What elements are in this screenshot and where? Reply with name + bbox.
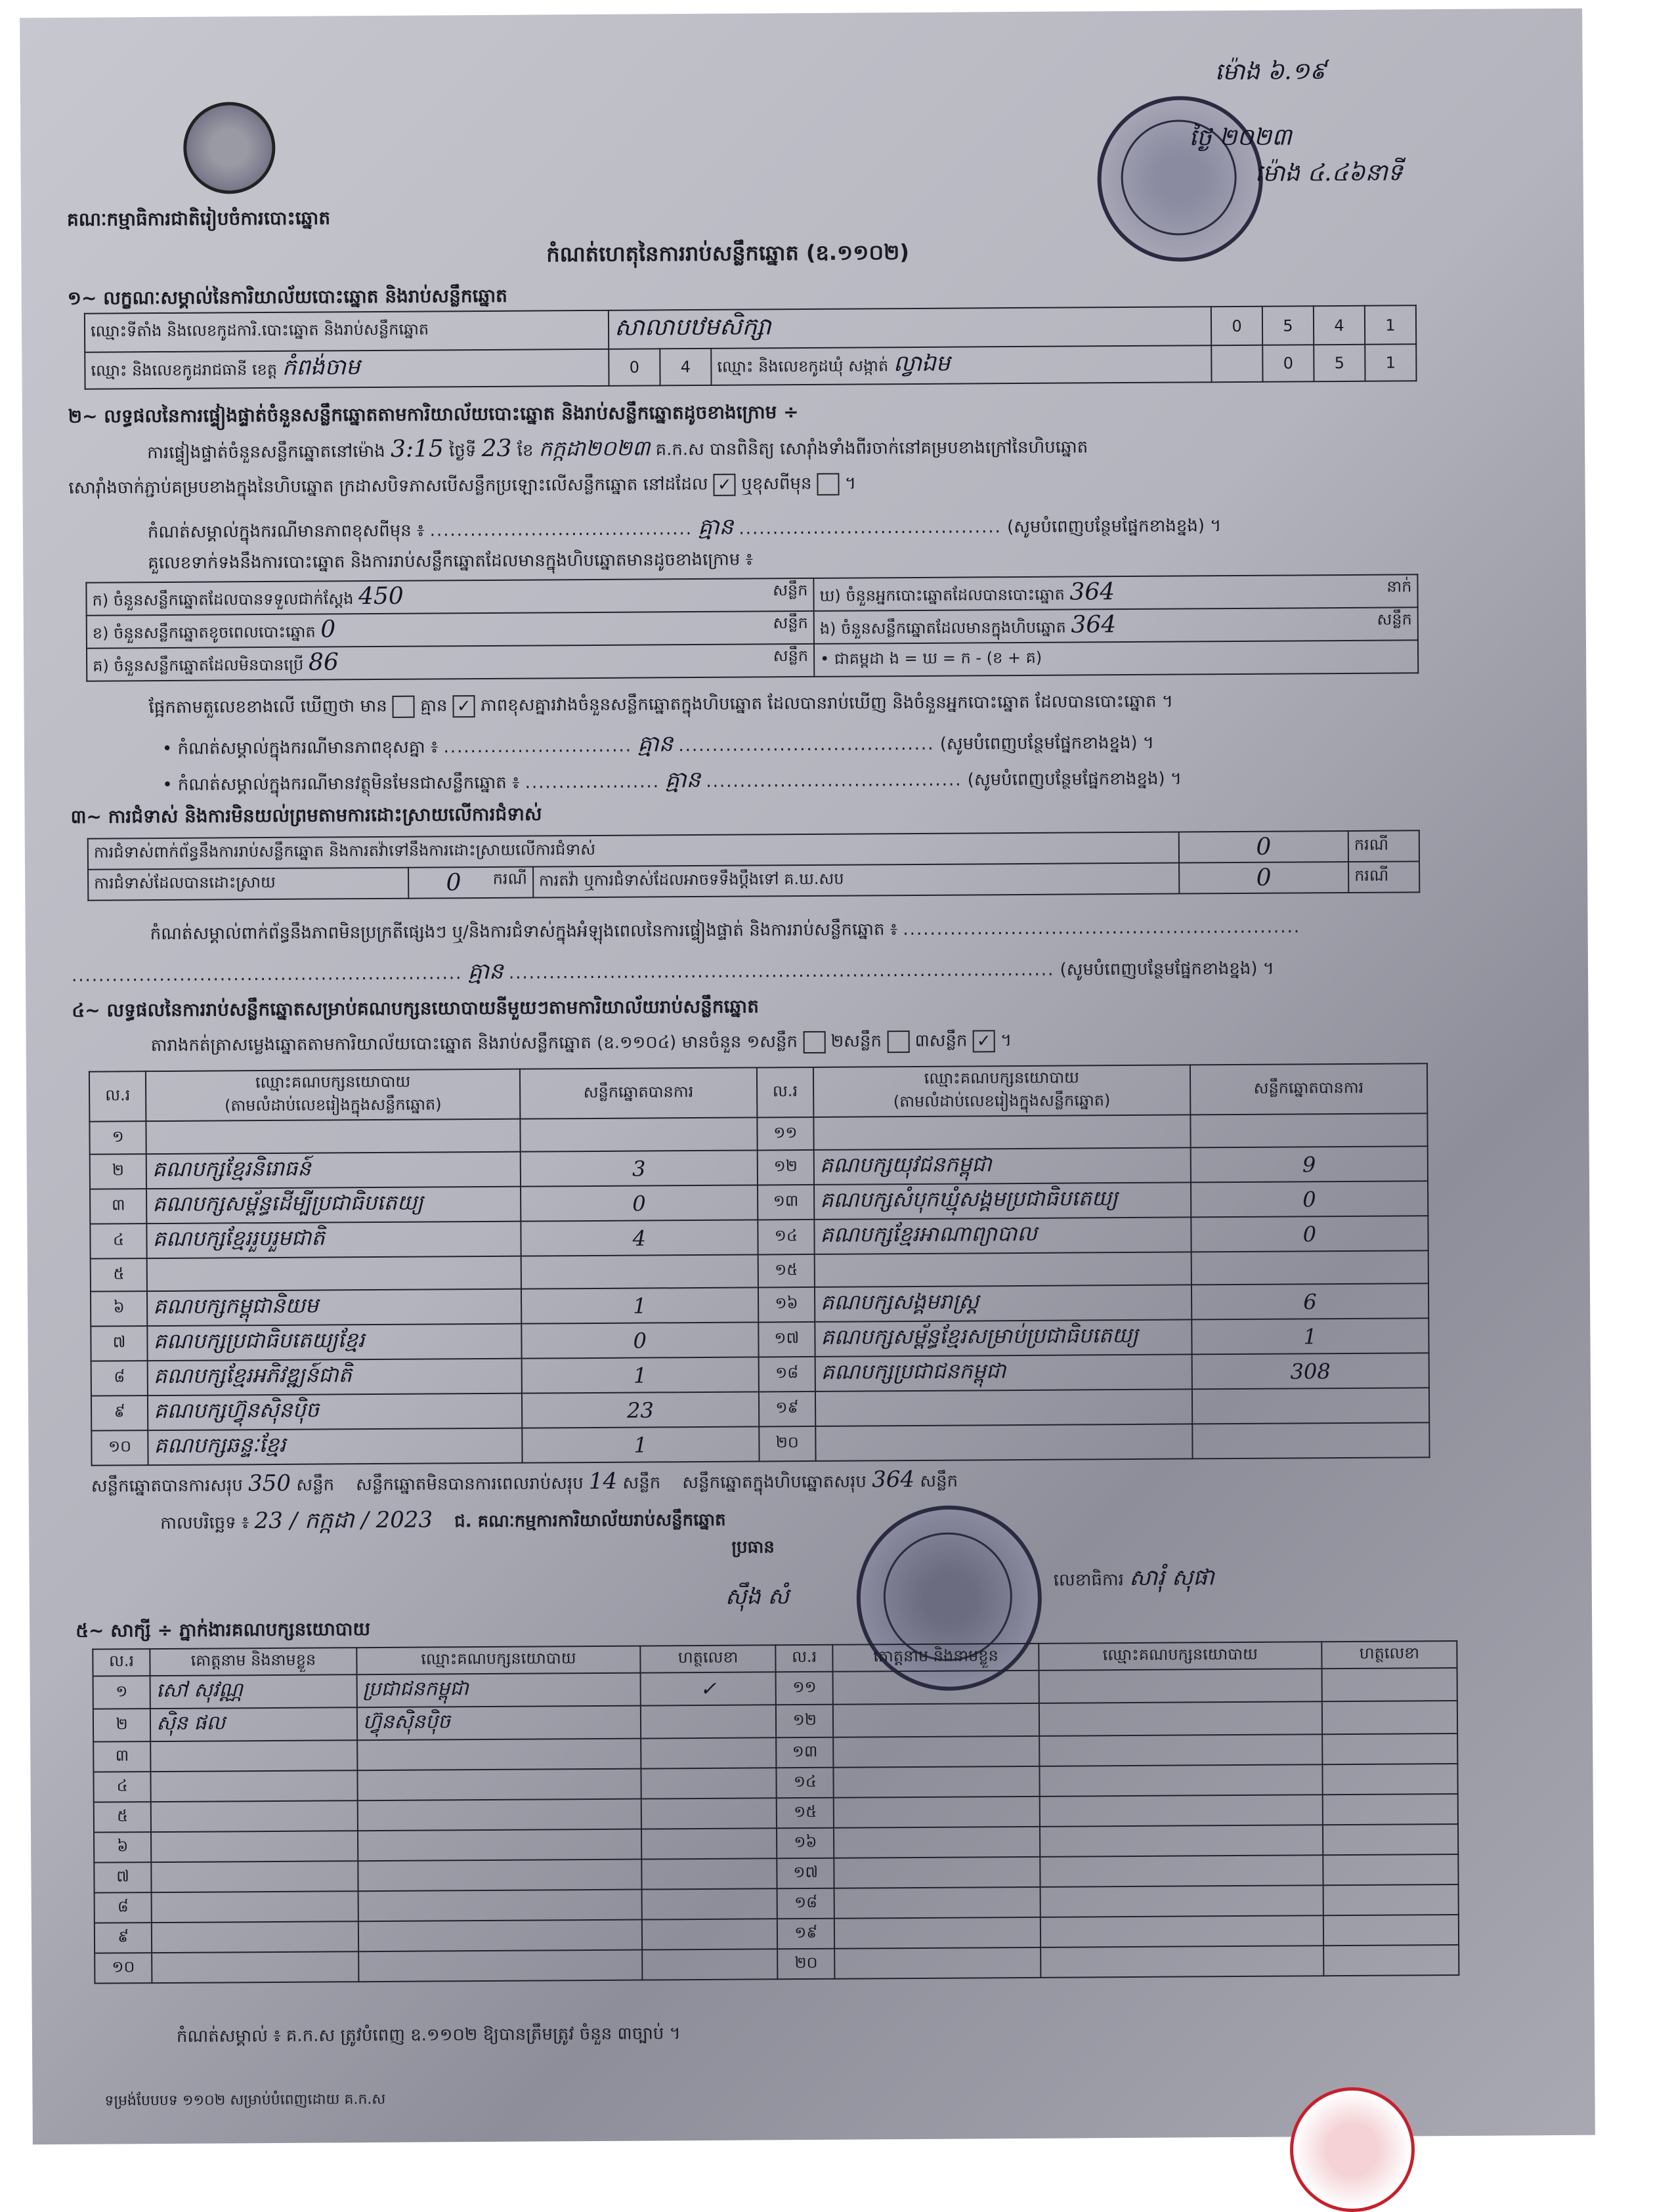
party-name: គណបក្សឆន្ទៈខ្មែរ [154, 1432, 286, 1458]
col-no-right: ល.រ [757, 1067, 814, 1118]
row-no: ១៤ [774, 1226, 798, 1245]
witness-party [1040, 1795, 1323, 1827]
witness-party [1039, 1701, 1322, 1736]
total-valid-value: 350 [247, 1470, 291, 1497]
diff-note-label: កំណត់សម្គាល់ក្នុងករណីមានភាពខុសពីមុន ៖ [147, 521, 425, 543]
witness-signature [1323, 1794, 1458, 1825]
party-name: គណបក្សសម្ព័ន្ធដើម្បីប្រជាធិបតេយ្យ [152, 1189, 423, 1217]
party-name: គណបក្សប្រជាធិបតេយ្យខ្មែរ [153, 1327, 365, 1354]
figure-value-e: 364 [1071, 611, 1117, 639]
figure-value-a: 450 [358, 582, 404, 610]
figure-label-a: ក) ចំនួនសន្លឹកឆ្នោតដែលបានទទួលជាក់ស្តែង [92, 589, 354, 610]
red-seal-stamp [1290, 2087, 1415, 2212]
witness-party: ហ៊្វុនស៊ិនប៉ិច [362, 1710, 451, 1734]
ballot-figures-table [85, 574, 1419, 681]
col-party-sub-right: (តាមលំដាប់លេខរៀងក្នុងសន្លឹកឆ្នោត) [893, 1091, 1111, 1111]
figure-unit-a: សន្លឹក [773, 580, 808, 600]
tally-opt1: ២សន្លឹក [830, 1031, 882, 1052]
witness-party [1039, 1734, 1322, 1766]
commune-code-1: 0 [1262, 345, 1314, 381]
figure-unit-b: សន្លឹក [773, 613, 808, 633]
witness-name: ស៊ិន ផល [156, 1711, 226, 1735]
party-votes: 3 [632, 1156, 646, 1181]
date-value: 23 / កក្កដា / 2023 [254, 1506, 433, 1535]
row-no: ១២ [792, 1710, 817, 1729]
row-no: ១៣ [773, 1191, 799, 1210]
row-no: ១៨ [775, 1363, 799, 1382]
party-votes: 9 [1302, 1151, 1316, 1177]
nec-logo [183, 102, 276, 194]
party-votes: 1 [1303, 1323, 1318, 1349]
witness-party [1040, 1825, 1323, 1857]
diff-note-value: គ្មាន [698, 513, 734, 541]
row-no: ៤ [116, 1776, 128, 1795]
secretary-label: លេខាធិការ [1053, 1570, 1125, 1590]
w-col-sign-right: ហត្ថលេខា [1321, 1641, 1457, 1669]
commune-code-2: 5 [1314, 345, 1365, 381]
witness-signature [1323, 1945, 1459, 1976]
row-no: ១៤ [793, 1772, 817, 1791]
witness-party [1040, 1885, 1323, 1917]
verify-month: កក្កដា២០២៣ [538, 435, 651, 461]
party-votes: 23 [626, 1397, 654, 1423]
province-code-2: 4 [660, 349, 711, 385]
verify-text-c: ខែ [517, 440, 534, 461]
figure-value-d: 364 [1069, 578, 1115, 606]
witness-signature [1322, 1733, 1457, 1764]
total-valid-unit: សន្លឹក [296, 1475, 335, 1495]
section1-table [84, 305, 1417, 389]
witness-signature: ✓ [700, 1677, 717, 1701]
witness-party [1040, 1855, 1323, 1887]
commune-value: ល្វាឯម [893, 350, 951, 377]
row-no: ២ [112, 1160, 125, 1180]
appeal-label: ការតវ៉ា ឬការជំទាស់ដែលអាចទទឹងប្តឹងទៅ គ.ឃ.សប [533, 863, 1180, 898]
party-name: គណបក្សសម្ព័ន្ធខ្មែរសម្រាប់ប្រជាធិបតេយ្យ [821, 1322, 1138, 1350]
note1-label: • កំណត់សម្គាល់ក្នុងករណីមានភាពខុសគ្នា ៖ [161, 737, 439, 759]
changed-text: ឬខុសពីមុន [741, 473, 812, 494]
witness-name [834, 1917, 1041, 1949]
same-checkbox[interactable]: ✓ [714, 473, 736, 496]
row-no: ១១ [792, 1677, 817, 1696]
figure-unit-d: នាក់ [1386, 577, 1412, 596]
verify-day: 23 [481, 435, 512, 463]
party-votes: 1 [633, 1432, 648, 1458]
party-name: គណបក្សខ្មែរអភិវឌ្ឍន៍ជាតិ [153, 1362, 352, 1389]
witness-name [834, 1766, 1040, 1798]
party-votes: 308 [1290, 1358, 1331, 1384]
row-no: ១៧ [774, 1329, 800, 1348]
document-sheet: គណៈកម្មាធិការជាតិរៀបចំការបោះឆ្នោត កំណត់ហេតុនៃការរាប់សន្លឹកឆ្នោត (ឧ.១១០២) ម៉ោង ៦.១៩ ថ្ងៃ ២០២៣ ម៉ោង ៤.៤៦នាទី ១~ លក្ខណៈសម្គាល់នៃការិយាល័យបោះឆ្នោត និងរាប់សន្លឹកឆ្នោត ឈ្មោះទីតាំង និងលេខកូដការិ.បោះឆ្នោត និងរាប់សន្លឹកឆ្នោត សាលាបឋមសិក្សា 0 5 4 1 ឈ្មោះ និងលេខកូដរាជធានី ខេត្ត កំពង់ចាម 0 4 ឈ្មោះ និងលេខកូដឃុំ សង្កាត់ ល្វាឯម 0 5 1 ២~ លទ្ធផលនៃការផ្ទៀងផ្ទាត់ចំនួនសន្លឹកឆ្នោតតាមការិយាល័យបោះឆ្នោត និងរាប់សន្លឹកឆ្នោតដូចខាងក្រោម ÷ ការផ្ទៀងផ្ទាត់ចំនួនសន្លឹកឆ្នោតនៅម៉ោង 3:15 ថ្ងៃទី 23 ខែ កក្កដា២០២៣ គ.ក.ស បានពិនិត្យ សោរ៉ាំងទាំងពីរចាក់នៅគម្របខាងក្រៅនៃហិបឆ្នោត សោរ៉ាំងចាក់ភ្ជាប់គម្របខាងក្នុងនៃហិបឆ្នោត ក្រដាសបិទភាសបើសន្លឹកប្រឡោះលើសន្លឹកឆ្នោត នៅដដែល ✓ ឬខុសពីមុន ។ កំណត់សម្គាល់ក្នុងករណីមានភាពខុសពីមុន ៖ ....................................... គ្មាន ....................................... (សូមបំពេញបន្ថែមផ្នែកខាងខ្នង) ។ គួលេខទាក់ទងនឹងការបោះឆ្នោត និងការរាប់សន្លឹកឆ្នោតដែលមានក្នុងហិបឆ្នោតមានដូចខាងក្រោម ៖ ក) ចំនួនសន្លឹកឆ្នោតដែលបានទទួលជាក់ស្តែង 450 សន្លឹក ឃ) ចំនួនអ្នកបោះឆ្នោតដែលបានបោះឆ្នោត 364 នាក់ ខ) ចំនួនសន្លឹកឆ្នោតខូចពេលបោះឆ្នោត 0 សន្លឹក ង) ចំនួនសន្លឹកឆ្នោតដែលមានក្នុងហិបឆ្នោត 364 សន្លឹក គ) ចំនួនសន្លឹកឆ្នោតដែលមិនបានប្រើ 86 សន្លឹក • ជាគម្ពដា ង = ឃ = ក - (ខ + គ) ផ្អែកតាមតួលេខខាងលើ ឃើញថា មាន គ្មាន ✓ ភាពខុសគ្នារវាងចំនួនសន្លឹកឆ្នោតក្នុងហិបឆ្នោត ដែលបានរាប់ឃើញ និងចំនួនអ្នកបោះឆ្នោត ដែលបានបោះឆ្នោត ។ • កំណត់សម្គាល់ក្នុងករណីមានភាពខុសគ្នា ៖ ............................ គ្មាន ...................................... (សូមបំពេញបន្ថែមផ្នែកខាងខ្នង) ។ • កំណត់សម្គាល់ក្នុងករណីមានវត្ថុមិនមែនជាសន្លឹកឆ្នោត ៖ .................... គ្មាន ...................................... (សូមបំពេញបន្ថែមផ្នែកខាងខ្នង) ។ ៣~ ការជំទាស់ និងការមិនយល់ព្រមតាមការដោះស្រាយលើការជំទាស់ ការជំទាស់ពាក់ព័ន្ធនឹងការរាប់សន្លឹកឆ្នោត និងការតវ៉ាទៅនឹងការដោះស្រាយលើការជំទាស់ 0 ករណី ការជំទាស់ដែលបានដោះស្រាយ 0 ករណី ការតវ៉ា ឬការជំទាស់ដែលអាចទទឹងប្តឹងទៅ គ.ឃ.សប 0 ករណី កំណត់សម្គាល់ពាក់ព័ន្ធនឹងភាពមិនប្រក្រតីផ្សេងៗ ឬ/និងការជំទាស់ក្នុងអំឡុងពេលនៃការផ្ទៀងផ្ទាត់ និងការរាប់សន្លឹកឆ្នោត ៖ ........................................................... .......................................................... គ្មាន ................................................................................. (សូមបំពេញបន្ថែមផ្នែកខាងខ្នង) ។ ៤~ លទ្ធផលនៃការរាប់សន្លឹកឆ្នោតសម្រាប់គណបក្សនយោបាយនីមួយៗតាមការិយាល័យរាប់សន្លឹកឆ្នោត តារាងកត់ត្រាសម្លេងឆ្នោតតាមការិយាល័យបោះឆ្នោត និងរាប់សន្លឹកឆ្នោត (ឧ.១១០៤) មានចំនួន ១សន្លឹក ២សន្លឹក ៣សន្លឹក ✓ ។ ល.រ ឈ្មោះគណបក្សនយោបាយ (តាមលំដាប់លេខរៀងក្នុងសន្លឹកឆ្នោត) សន្លឹកឆ្នោតបានការ ល.រ ឈ្មោះគណបក្សនយោបាយ (តាមលំដាប់លេខរៀងក្នុងសន្លឹកឆ្នោត) សន្លឹកឆ្នោតបានការ ១ ១១ ២ គណបក្សខ្មែរនិរោធន៍ 3 ១២ គណបក្សយុវជនកម្ពុជា 9 ៣ គណបក្សសម្ព័ន្ធដើម្បីប្រជាធិបតេយ្យ 0 ១៣ គណបក្សសំបុកឃ្មុំសង្គមប្រជាធិបតេយ្យ 0 ៤ គណបក្សខ្មែររួបរួមជាតិ 4 ១៤ គណបក្សខ្មែរអាណាព្យាបាល 0 ៥ ១៥ ៦ គណបក្សកម្ពុជានិយម 1 ១៦ គណបក្សសង្គមរាស្ត្រ 6 ៧ គណបក្សប្រជាធិបតេយ្យខ្មែរ 0 ១៧ គណបក្សសម្ព័ន្ធខ្មែរសម្រាប់ប្រជាធិបតេយ្យ 1 ៨ គណបក្សខ្មែរអភិវឌ្ឍន៍ជាតិ 1 ១៨ គណបក្សប្រជាជនកម្ពុជា 308 ៩ គណបក្សហ៊្វុនស៊ិនប៉ិច 23 ១៩ ១០ គណបក្សឆន្ទៈខ្មែរ 1 ២០ សន្លឹកឆ្នោតបានការសរុប 350 សន្លឹក សន្លឹកឆ្នោតមិនបានការពេលរាប់សរុប 14 សន្លឹក សន្លឹកឆ្នោតក្នុងហិបឆ្នោតសរុប 364 សន្លឹក កាលបរិច្ឆេទ ៖ 23 / កក្កដា / 2023 ជ. គណៈកម្មការការិយាល័យរាប់សន្លឹកឆ្នោត ប្រធាន ស៊ឹង សំ លេខាធិការ សារុំ សុផា ៥~ សាក្សី ÷ ភ្នាក់ងារគណបក្សនយោបាយ ល.រ គោត្តនាម និងនាមខ្លួន ឈ្មោះគណបក្សនយោបាយ ហត្ថលេខា ល.រ គោត្តនាម និងនាមខ្លួន ឈ្មោះគណបក្សនយោបាយ ហត្ថលេខា ១ សៅ សុវណ្ណ ប្រជាជនកម្ពុជា ✓ ១១ ២ ស៊ិន ផល ហ៊្វុនស៊ិនប៉ិច ១២ ៣ ១៣ ៤ ១៤ ៥ ១៥ ៦ ១៦ ៧ ១៧ ៨ ១៨ ៩ ១៩ ១០ ២០ កំណត់សម្គាល់ ៖ គ.ក.ស ត្រូវបំពេញ ឧ.១១០២ ឱ្យបានត្រឹមត្រូវ ចំនួន ៣ច្បាប់ ។ ទម្រង់បែបបទ ១១០២ សម្រាប់បំពេញដោយ គ.ក.ស [20, 9, 1595, 2144]
witness-name [834, 1797, 1040, 1828]
figure-value-c: 86 [308, 649, 339, 676]
w-col-sign-left: ហត្ថលេខា [641, 1645, 776, 1672]
witness-signature [1323, 1854, 1458, 1885]
chair-signature-name: ស៊ឹង សំ [725, 1583, 790, 1610]
province-label: ឈ្មោះ និងលេខកូដរាជធានី ខេត្ត [91, 360, 278, 380]
witness-party [1039, 1669, 1321, 1703]
note2-value: គ្មាន [665, 766, 701, 794]
party-votes: 1 [633, 1293, 647, 1319]
row-no: ៥ [113, 1264, 125, 1283]
two-sheet-checkbox[interactable] [887, 1031, 909, 1053]
row-no: ១៧ [793, 1862, 819, 1881]
party-votes: 0 [632, 1191, 646, 1216]
tally-opt2: ៣សន្លឹក [914, 1031, 968, 1051]
row-no: ៧ [112, 1332, 126, 1351]
verify-text-b: ថ្ងៃទី [449, 441, 477, 461]
no-diff-checkbox[interactable]: ✓ [453, 695, 475, 717]
total-valid-label: សន្លឹកឆ្នោតបានការសរុប [91, 1476, 243, 1497]
row-no: ៣ [111, 1195, 125, 1214]
party-votes: 6 [1303, 1288, 1317, 1314]
total-box-unit: សន្លឹក [920, 1471, 958, 1491]
witness-party [1041, 1915, 1323, 1947]
figure-value-b: 0 [320, 616, 336, 643]
witness-signature [1322, 1764, 1457, 1795]
note1-end: (សូមបំពេញបន្ថែមផ្នែកខាងខ្នង) ។ [939, 733, 1155, 754]
figure-label-e: ង) ចំនួនសន្លឹកឆ្នោតដែលមានក្នុងហិបឆ្នោត [819, 618, 1066, 638]
witness-name [834, 1857, 1041, 1888]
party-name: គណបក្សខ្មែររួបរួមជាតិ [152, 1225, 325, 1252]
handwritten-note-1: ម៉ោង ៦.១៩ [1214, 58, 1327, 86]
section5-heading: ៥~ សាក្សី ÷ ភ្នាក់ងារគណបក្សនយោបាយ [75, 1618, 371, 1642]
w-col-party-left: ឈ្មោះគណបក្សនយោបាយ [356, 1646, 641, 1675]
station-code-4: 1 [1365, 305, 1416, 344]
row-no: ១៦ [775, 1294, 798, 1313]
row-no: ៤ [113, 1230, 125, 1249]
total-box-value: 364 [872, 1466, 915, 1493]
station-code-2: 5 [1262, 306, 1314, 345]
row-no: ១៩ [794, 1923, 818, 1942]
note1-value: គ្មាន [637, 731, 674, 757]
official-seal-stamp [1097, 96, 1264, 263]
form-title: កំណត់ហេតុនៃការរាប់សន្លឹកឆ្នោត (ឧ.១១០២) [546, 240, 909, 267]
row-no: ៩ [118, 1926, 129, 1946]
witness-name [834, 1827, 1040, 1858]
row-no: ៩ [114, 1402, 125, 1421]
formula-text: • ជាគម្ពដា ង = ឃ = ក - (ខ + គ) [814, 640, 1418, 677]
party-votes: 0 [1302, 1221, 1317, 1246]
note2-end: (សូមបំពេញបន្ថែមផ្នែកខាងខ្នង) ។ [967, 769, 1182, 790]
w-col-no-right: ល.រ [775, 1645, 833, 1672]
party-name: គណបក្សយុវជនកម្ពុជា [819, 1151, 992, 1178]
row-no: ១៨ [794, 1892, 818, 1911]
objection-table [87, 830, 1421, 901]
row-no: ២០ [794, 1953, 818, 1972]
row-no: ៨ [117, 1896, 129, 1915]
figure-unit-e: សន្លឹក [1377, 610, 1412, 629]
witness-signature [1323, 1915, 1459, 1946]
province-code-1: 0 [609, 349, 660, 385]
witness-name [833, 1703, 1039, 1737]
table-row [91, 1422, 1429, 1465]
total-invalid-unit: សន្លឹក [622, 1473, 661, 1493]
appeal-unit: ករណី [1348, 861, 1419, 893]
row-no: ៥ [116, 1806, 129, 1825]
compare-text: ផ្អែកតាមតួលេខខាងលើ ឃើញថា មាន [148, 696, 387, 718]
witness-party [1041, 1946, 1323, 1978]
row-no: ៨ [114, 1367, 125, 1386]
row-no: ១៥ [774, 1260, 798, 1279]
chair-label: ប្រធាន [731, 1537, 775, 1558]
witness-name: សៅ សុវណ្ណ [156, 1678, 243, 1703]
no-diff-text: គ្មាន [420, 696, 448, 716]
handwritten-note-3: ម៉ោង ៤.៤៦នាទី [1255, 159, 1403, 187]
total-invalid-value: 14 [588, 1468, 618, 1495]
witness-name [835, 1947, 1041, 1979]
row-no: ៦ [117, 1836, 129, 1855]
row-no: ១០ [112, 1957, 135, 1976]
has-diff-checkbox[interactable] [393, 695, 415, 717]
section4-heading: ៤~ លទ្ធផលនៃការរាប់សន្លឹកឆ្នោតសម្រាប់គណបក្សនយោបាយនីមួយៗតាមការិយាល័យរាប់សន្លឹកឆ្នោត [72, 995, 760, 1021]
col-votes-right: សន្លឹកឆ្នោតបានការ [1190, 1063, 1428, 1115]
station-value: សាលាបឋមសិក្សា [614, 313, 771, 341]
row-no: ១០ [108, 1437, 132, 1456]
irregularity-end: (សូមបំពេញបន្ថែមផ្នែកខាងខ្នង) ។ [1060, 958, 1274, 980]
three-sheet-checkbox[interactable]: ✓ [973, 1030, 995, 1052]
row-no: ១៥ [793, 1802, 817, 1821]
station-code-3: 4 [1314, 306, 1365, 345]
secretary-name: សារុំ សុផា [1129, 1564, 1214, 1592]
witness-name [833, 1670, 1039, 1705]
figure-label-d: ឃ) ចំនួនអ្នកបោះឆ្នោតដែលបានបោះឆ្នោត [819, 585, 1065, 605]
handwritten-note-2: ថ្ងៃ ២០២៣ [1189, 123, 1292, 152]
witness-name [834, 1887, 1041, 1919]
resolved-unit: ករណី [492, 869, 527, 888]
irregularity-label: កំណត់សម្គាល់ពាក់ព័ន្ធនឹងភាពមិនប្រក្រតីផ្សេងៗ ឬ/និងការជំទាស់ក្នុងអំឡុងពេលនៃការផ្ទៀងផ្ទាត់ និងការរាប់សន្លឹកឆ្នោត ៖ [150, 920, 898, 945]
row-no: ១២ [773, 1157, 798, 1176]
party-votes: 0 [633, 1328, 647, 1353]
witness-table [92, 1640, 1459, 1984]
row-no: ៦ [113, 1298, 125, 1317]
col-party-left: ឈ្មោះគណបក្សនយោបាយ [255, 1072, 411, 1092]
w-col-no-left: ល.រ [93, 1649, 150, 1676]
resolved-value: 0 [446, 869, 461, 897]
station-label: ឈ្មោះទីតាំង និងលេខកូដការិ.បោះឆ្នោត និងរាប់សន្លឹកឆ្នោត [85, 310, 609, 352]
col-no-left: ល.រ [89, 1071, 146, 1122]
row-no: ១១ [773, 1122, 798, 1141]
objection-value: 0 [1256, 833, 1272, 861]
witness-party: ប្រជាជនកម្ពុជា [362, 1677, 469, 1701]
commune-label: ឈ្មោះ និងលេខកូដឃុំ សង្កាត់ [717, 356, 889, 376]
diff-note-end: (សូមបំពេញបន្ថែមផ្នែកខាងខ្នង) ។ [1006, 516, 1222, 538]
date-label: កាលបរិច្ឆេទ ៖ [160, 1513, 249, 1534]
party-votes: 0 [1302, 1186, 1316, 1212]
row-no: ១៩ [775, 1398, 799, 1417]
one-sheet-checkbox[interactable] [803, 1031, 825, 1053]
section1-heading: ១~ លក្ខណៈសម្គាល់នៃការិយាល័យបោះឆ្នោត និងរាប់សន្លឹកឆ្នោត [67, 284, 507, 309]
org-name: គណៈកម្មាធិការជាតិរៀបចំការបោះឆ្នោត [66, 207, 331, 230]
resolved-label: ការជំទាស់ដែលបានដោះស្រាយ [88, 868, 408, 901]
col-votes-left: សន្លឹកឆ្នោតបានការ [520, 1067, 757, 1118]
section2-heading: ២~ លទ្ធផលនៃការផ្ទៀងផ្ទាត់ចំនួនសន្លឹកឆ្នោតតាមការិយាល័យបោះឆ្នោត និងរាប់សន្លឹកឆ្នោតដូចខាងក្រោម ÷ [68, 401, 799, 427]
party-name: គណបក្សខ្មែរអាណាព្យាបាល [820, 1220, 1037, 1247]
witness-party [1039, 1764, 1322, 1797]
party-name: គណបក្សប្រជាជនកម្ពុជា [821, 1358, 1006, 1384]
party-results-table [89, 1063, 1430, 1466]
col-party-sub-left: (តាមលំដាប់លេខរៀងក្នុងសន្លឹកឆ្នោត) [224, 1095, 442, 1115]
form-footer: ទម្រង់បែបបទ ១១០២ សម្រាប់បំពេញដោយ គ.ក.ស [104, 2091, 386, 2110]
verify-text-a: ការផ្ទៀងផ្ទាត់ចំនួនសន្លឹកឆ្នោតនៅម៉ោង [147, 441, 385, 463]
w-col-name-left: គោត្តនាម និងនាមខ្លួន [150, 1648, 357, 1676]
row-no: ៣ [115, 1745, 129, 1764]
witness-name [834, 1736, 1040, 1768]
witness-signature [1323, 1824, 1458, 1855]
row-no: ១ [116, 1681, 128, 1700]
objection-label: ការជំទាស់ពាក់ព័ន្ធនឹងការរាប់សន្លឹកឆ្នោត និងការតវ៉ាទៅនឹងការដោះស្រាយលើការជំទាស់ [88, 832, 1179, 870]
appeal-value: 0 [1256, 864, 1272, 891]
compare-end-text: ភាពខុសគ្នារវាងចំនួនសន្លឹកឆ្នោតក្នុងហិបឆ្នោត ដែលបានរាប់ឃើញ និងចំនួនអ្នកបោះឆ្នោត ដែលបានបោះឆ្នោត ។ [480, 691, 1174, 716]
party-name: គណបក្សកម្ពុជានិយម [153, 1292, 319, 1319]
party-name: គណបក្សខ្មែរនិរោធន៍ [152, 1155, 311, 1182]
verify-text-d: គ.ក.ស បានពិនិត្យ សោរ៉ាំងទាំងពីរចាក់នៅគម្របខាងក្រៅនៃហិបឆ្នោត [655, 437, 1088, 460]
witness-signature [1322, 1668, 1457, 1701]
row-no: ១៦ [794, 1832, 817, 1851]
row-no: ២ [116, 1714, 128, 1733]
row-no: ៧ [116, 1866, 130, 1885]
party-name: គណបក្សសំបុកឃ្មុំសង្គមប្រជាធិបតេយ្យ [820, 1185, 1118, 1212]
tally-intro: តារាងកត់ត្រាសម្លេងឆ្នោតតាមការិយាល័យបោះឆ្នោត និងរាប់សន្លឹកឆ្នោត (ឧ.១១០៤) មានចំនួន ១សន្លឹក [150, 1032, 798, 1056]
station-code-1: 0 [1211, 307, 1262, 345]
figure-unit-c: សន្លឹក [773, 646, 809, 666]
footnote: កំណត់សម្គាល់ ៖ គ.ក.ស ត្រូវបំពេញ ឧ.១១០២ ឱ្យបានត្រឹមត្រូវ ចំនួន ៣ច្បាប់ ។ [176, 2024, 681, 2047]
figure-label-c: គ) ចំនួនសន្លឹកឆ្នោតដែលមិនបានប្រើ [93, 655, 304, 675]
committee-label: ជ. គណៈកម្មការការិយាល័យរាប់សន្លឹកឆ្នោត [454, 1510, 726, 1532]
figure-label-b: ខ) ចំនួនសន្លឹកឆ្នោតខូចពេលបោះឆ្នោត [92, 622, 316, 643]
col-party-right: ឈ្មោះគណបក្សនយោបាយ [924, 1068, 1080, 1088]
commune-code-3: 1 [1365, 344, 1416, 381]
row-no: ១ [112, 1126, 124, 1145]
party-name: គណបក្សហ៊្វុនស៊ិនប៉ិច [154, 1397, 320, 1424]
row-no: ១៣ [792, 1741, 818, 1760]
party-votes: 1 [633, 1363, 647, 1388]
verify-time: 3:15 [390, 435, 444, 463]
total-box-label: សន្លឹកឆ្នោតក្នុងហិបឆ្នោតសរុប [682, 1472, 867, 1493]
total-invalid-label: សន្លឹកឆ្នោតមិនបានការពេលរាប់សរុប [356, 1474, 584, 1495]
party-votes: 4 [632, 1225, 647, 1251]
figures-intro: គួលេខទាក់ទងនឹងការបោះឆ្នោត និងការរាប់សន្លឹកឆ្នោតដែលមានក្នុងហិបឆ្នោតមានដូចខាងក្រោម ៖ [148, 549, 754, 574]
seal-status-text: សោរ៉ាំងចាក់ភ្ជាប់គម្របខាងក្នុងនៃហិបឆ្នោត ក្រដាសបិទភាសបើសន្លឹកប្រឡោះលើសន្លឹកឆ្នោត នៅដដែល [68, 474, 708, 498]
witness-signature [1322, 1701, 1457, 1734]
party-name: គណបក្សសង្គមរាស្ត្រ [820, 1288, 979, 1315]
section3-heading: ៣~ ការជំទាស់ និងការមិនយល់ព្រមតាមការដោះស្រាយលើការជំទាស់ [70, 803, 542, 828]
witness-signature [1323, 1884, 1459, 1915]
w-col-name-right: គោត្តនាម និងនាមខ្លួន [833, 1644, 1039, 1672]
irregularity-value: គ្មាន [467, 958, 504, 985]
note2-label: • កំណត់សម្គាល់ក្នុងករណីមានវត្ថុមិនមែនជាសន្លឹកឆ្នោត ៖ [162, 773, 520, 795]
province-value: កំពង់ចាម [282, 354, 360, 381]
w-col-party-right: ឈ្មោះគណបក្សនយោបាយ [1039, 1642, 1321, 1670]
row-no: ២០ [775, 1433, 799, 1452]
changed-checkbox[interactable] [817, 473, 840, 495]
objection-unit: ករណី [1348, 830, 1419, 862]
